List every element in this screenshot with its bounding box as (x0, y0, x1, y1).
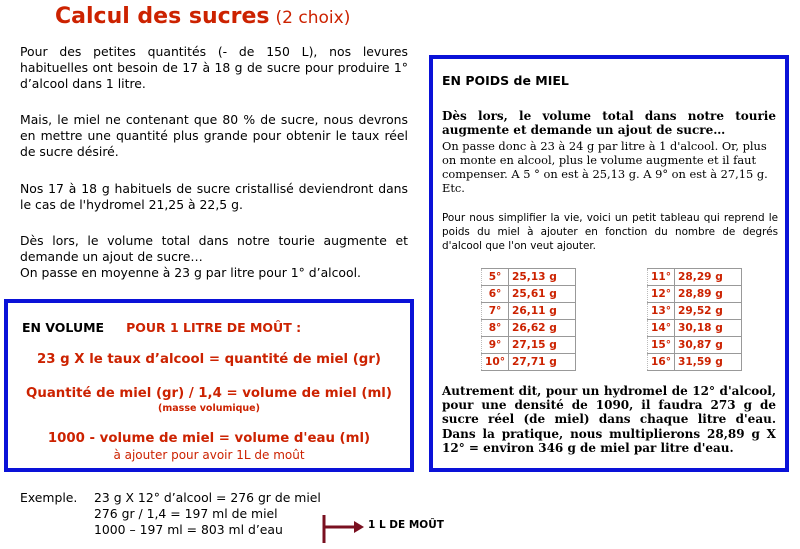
formula-note-density: (masse volumique) (158, 403, 260, 414)
degree-cell: 14° (648, 320, 675, 337)
example-label: Exemple. (20, 490, 78, 505)
weight-box (429, 55, 789, 472)
weight-cell: 27,15 g (509, 337, 576, 354)
title-main: Calcul des sucres (55, 4, 270, 29)
table-row (482, 320, 576, 337)
paragraph-average: On passe en moyenne à 23 g par litre pour 1° d’alcool. (20, 265, 361, 280)
table-row (648, 354, 742, 371)
formula-miel-volume: Quantité de miel (gr) / 1,4 = volume de miel (ml) (26, 386, 392, 401)
example-line-1: 23 g X 12° d’alcool = 276 gr de miel (94, 490, 321, 505)
weight-cell: 25,13 g (509, 269, 576, 286)
table-row (648, 303, 742, 320)
table-row (482, 337, 576, 354)
table-row (482, 286, 576, 303)
weight-heading: EN POIDS de MIEL (442, 73, 569, 88)
degree-cell: 11° (648, 269, 675, 286)
table-row (648, 320, 742, 337)
degree-cell: 8° (482, 320, 509, 337)
degree-cell: 15° (648, 337, 675, 354)
weight-cell: 30,87 g (675, 337, 742, 354)
formula-note-must: à ajouter pour avoir 1L de moût (113, 448, 305, 462)
arrow-label: 1 L DE MOÛT (368, 519, 444, 531)
weight-cell: 30,18 g (675, 320, 742, 337)
volume-subheading: POUR 1 LITRE DE MOÛT : (126, 320, 302, 335)
example-block (20, 490, 321, 538)
degree-cell: 13° (648, 303, 675, 320)
volume-heading (22, 320, 301, 335)
paragraph-yeast: Pour des petites quantités (- de 150 L), nos levures habituelles ont besoin de 17 à 18 g de sucre pour produire 1° d’alcool dans 1 litre. (20, 44, 408, 91)
weight-cell: 29,52 g (675, 303, 742, 320)
degree-cell: 9° (482, 337, 509, 354)
weight-cell: 31,59 g (675, 354, 742, 371)
table-row (482, 303, 576, 320)
page-title (55, 4, 350, 29)
table-row (482, 269, 576, 286)
honey-table-left (481, 268, 576, 371)
arrow-icon (320, 513, 368, 545)
paragraph-hydromel: Nos 17 à 18 g habituels de sucre cristallisé deviendront dans le cas de l'hydromel 21,25 à 22,5 g. (20, 181, 408, 212)
weight-cell: 28,29 g (675, 269, 742, 286)
degree-cell: 5° (482, 269, 509, 286)
weight-intro: Dès lors, le volume total dans notre tourie augmente et demande un ajout de sucre… (442, 109, 776, 138)
degree-cell: 6° (482, 286, 509, 303)
volume-box (4, 299, 414, 472)
table-row (648, 269, 742, 286)
paragraph-volume-text: Dès lors, le volume total dans notre tourie augmente et demande un ajout de sucre… (20, 233, 408, 264)
volume-heading-label: EN VOLUME (22, 320, 105, 335)
weight-cell: 26,11 g (509, 303, 576, 320)
example-line-3: 1000 – 197 ml = 803 ml d’eau (94, 522, 283, 537)
table-row (482, 354, 576, 371)
table-row (648, 337, 742, 354)
formula-water-volume: 1000 - volume de miel = volume d'eau (ml) (47, 431, 371, 446)
degree-cell: 12° (648, 286, 675, 303)
paragraph-volume (20, 233, 408, 281)
weight-text-2: Pour nous simplifier la vie, voici un petit tableau qui reprend le poids du miel à ajouter en fonction du nombre de degrés d'alcool que l'on veut ajouter. (442, 212, 778, 252)
weight-text-1: On passe donc à 23 à 24 g par litre à 1 d'alcool. Or, plus on monte en alcool, plus le volume augmente et il faut compenser. A 5 ° on est à 25,13 g. A 9° on est à 27,15 g. Etc. (442, 139, 768, 195)
example-line-2: 276 gr / 1,4 = 197 ml de miel (94, 506, 278, 521)
weight-cell: 27,71 g (509, 354, 576, 371)
title-sub: (2 choix) (275, 8, 351, 28)
formula-miel-quantity: 23 g X le taux d’alcool = quantité de miel (gr) (37, 352, 381, 367)
degree-cell: 10° (482, 354, 509, 371)
honey-table-right (647, 268, 742, 371)
paragraph-honey-sugar: Mais, le miel ne contenant que 80 % de sucre, nous devrons en mettre une quantité plus grande pour obtenir le taux réel de sucre désiré. (20, 112, 408, 159)
weight-cell: 28,89 g (675, 286, 742, 303)
weight-cell: 26,62 g (509, 320, 576, 337)
degree-cell: 7° (482, 303, 509, 320)
degree-cell: 16° (648, 354, 675, 371)
weight-conclusion: Autrement dit, pour un hydromel de 12° d'alcool, pour une densité de 1090, il faudra 273 g de sucre réel (de miel) dans chaque litre d'eau. Dans la pratique, nous multiplierons 28,89 g X 12° = environ 346 g de miel par litre d'eau. (442, 384, 776, 455)
table-row (648, 286, 742, 303)
weight-cell: 25,61 g (509, 286, 576, 303)
